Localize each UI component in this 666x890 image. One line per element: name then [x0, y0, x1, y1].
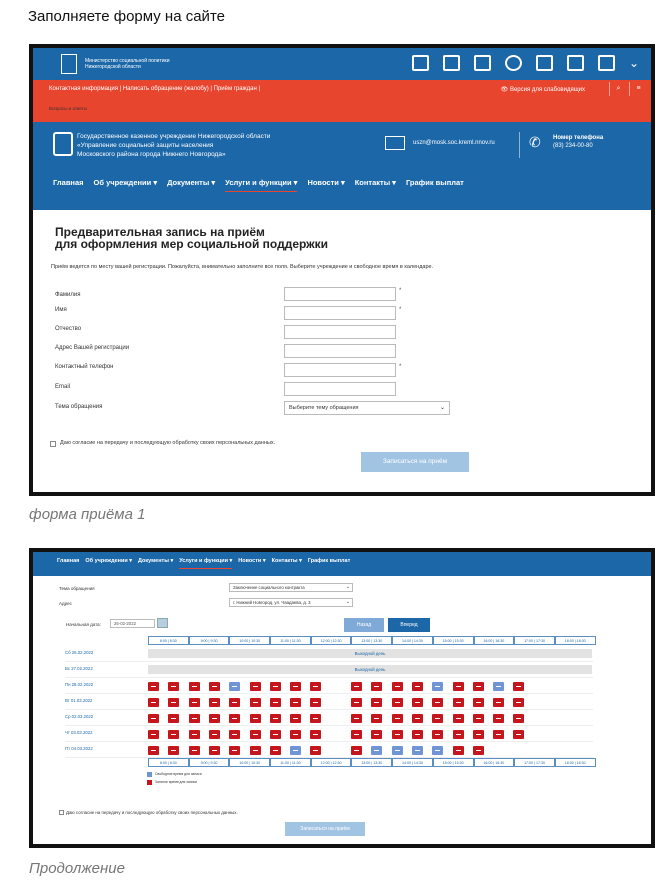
free-slot[interactable]: [432, 682, 443, 691]
forward-button[interactable]: Вперед: [388, 618, 430, 632]
phone-block: [553, 134, 603, 150]
address-select[interactable]: [229, 598, 353, 607]
required-mark: *: [399, 307, 402, 313]
submit-button[interactable]: Записаться на приём: [361, 452, 469, 472]
search-icon[interactable]: ⌕: [609, 82, 627, 96]
busy-slot: [270, 698, 281, 707]
monitor-icon[interactable]: [598, 55, 615, 71]
free-slot[interactable]: [432, 746, 443, 755]
busy-slot: [473, 714, 484, 723]
hour-cell: 10:00 | 10:30: [229, 636, 270, 645]
busy-slot: [310, 746, 321, 755]
topic-select-value: Выберите тему обращения: [289, 405, 359, 411]
busy-slot: [229, 698, 240, 707]
form-screenshot-2: [29, 548, 655, 848]
hour-cell: 8:00 | 8:30: [148, 758, 189, 767]
busy-slot: [168, 714, 179, 723]
consent-text: Даю согласие на передачу и последующую обработку своих персональных данных.: [60, 440, 276, 446]
day-label: Пн 28.02.2022: [65, 682, 94, 687]
free-slot[interactable]: [371, 746, 382, 755]
busy-slot: [493, 714, 504, 723]
chevron-down-icon: ⌄: [345, 584, 350, 590]
car-icon[interactable]: [567, 55, 584, 71]
title-line-1: Предварительная запись на приём: [55, 225, 265, 239]
address-label: Адрес: [59, 601, 72, 606]
day-off-bar: Выходной день: [148, 649, 592, 658]
row-divider: [65, 725, 593, 726]
phone-field[interactable]: [284, 363, 396, 377]
busy-slot: [148, 746, 159, 755]
busy-slot: [168, 698, 179, 707]
nav-contacts[interactable]: Контакты ▾: [271, 558, 302, 564]
menu-icon[interactable]: ≡: [629, 82, 647, 96]
hour-cell: 11:00 | 11:30: [270, 758, 311, 767]
submit-button[interactable]: Записаться на приём: [285, 822, 365, 836]
busy-slot: [513, 698, 524, 707]
busy-slot: [392, 714, 403, 723]
busy-slot: [351, 682, 362, 691]
envelope-icon: [385, 136, 405, 150]
phone-label: Контактный телефон: [55, 364, 114, 370]
busy-slot: [250, 746, 261, 755]
busy-slot: [209, 746, 220, 755]
busy-slot: [473, 698, 484, 707]
busy-slot: [392, 730, 403, 739]
busy-slot: [392, 682, 403, 691]
nav-contacts[interactable]: Контакты ▾: [354, 178, 396, 187]
busy-slot: [250, 714, 261, 723]
busy-slot: [189, 698, 200, 707]
top-bar: [33, 48, 651, 80]
topic-label: Тема обращения: [59, 586, 95, 591]
calendar-icon[interactable]: [157, 618, 168, 628]
day-label: Ср 02.03.2022: [65, 714, 94, 719]
day-label: Чт 03.03.2022: [65, 730, 93, 735]
busy-slot: [229, 746, 240, 755]
nav-about[interactable]: Об учреждении ▾: [85, 558, 132, 564]
email-field[interactable]: [284, 382, 396, 396]
nav-services[interactable]: Услуги и функции ▾: [179, 558, 232, 569]
hour-cell: 11:00 | 11:30: [270, 636, 311, 645]
busy-slot: [453, 730, 464, 739]
busy-slot: [290, 730, 301, 739]
name-label: Имя: [55, 307, 67, 313]
row-divider: [65, 677, 593, 678]
calculator-icon[interactable]: [443, 55, 460, 71]
busy-slot: [473, 730, 484, 739]
card-icon[interactable]: [474, 55, 491, 71]
hour-cell: 15:00 | 15:30: [433, 636, 474, 645]
legend-busy-swatch: [147, 780, 152, 785]
busy-slot: [351, 730, 362, 739]
required-mark: *: [399, 288, 402, 294]
busy-slot: [493, 698, 504, 707]
busy-slot: [453, 746, 464, 755]
busy-slot: [453, 714, 464, 723]
form-screenshot-1: [29, 44, 655, 496]
intro-text: Заполняете форму на сайте: [28, 8, 225, 25]
busy-slot: [209, 714, 220, 723]
busy-slot: [351, 714, 362, 723]
hours-header-bottom: [148, 758, 596, 767]
free-slot[interactable]: [290, 746, 301, 755]
nav-services[interactable]: Услуги и функции ▾: [225, 178, 297, 192]
topic-select-value: Заключение социального контракта: [233, 585, 305, 590]
consent-text: Даю согласие на передачу и последующую обработку своих персональных данных.: [66, 810, 238, 815]
visually-impaired-label: Версия для слабовидящих: [509, 87, 585, 93]
consent-checkbox[interactable]: [59, 810, 64, 815]
busy-slot: [290, 698, 301, 707]
wheelchair-icon[interactable]: [505, 55, 522, 71]
hour-cell: 13:00 | 13:30: [351, 636, 392, 645]
busy-slot: [432, 714, 443, 723]
hour-cell: 18:00 | 18:30: [555, 636, 596, 645]
hour-cell: 12:00 | 12:30: [311, 758, 352, 767]
day-label: Вт 01.03.2022: [65, 698, 93, 703]
hour-cell: 9:00 | 9:30: [189, 758, 230, 767]
busy-slot: [148, 730, 159, 739]
hour-cell: 14:00 | 14:30: [392, 758, 433, 767]
hour-cell: 17:00 | 17:30: [514, 636, 555, 645]
hour-cell: 18:00 | 18:30: [555, 758, 596, 767]
busy-slot: [209, 698, 220, 707]
busy-slot: [310, 730, 321, 739]
nav-about[interactable]: Об учреждении ▾: [93, 178, 158, 187]
patronymic-label: Отчество: [55, 326, 82, 332]
email-link[interactable]: uszn@mosk.soc.kreml.nnov.ru: [413, 140, 495, 146]
hour-cell: 8:00 | 8:30: [148, 636, 189, 645]
phone-number[interactable]: (83) 234-00-80: [553, 143, 593, 149]
address-select-value: г. Нижний Новгород, ул. Чаадаева, д. 3: [233, 600, 311, 605]
hour-cell: 14:00 | 14:30: [392, 636, 433, 645]
busy-slot: [189, 714, 200, 723]
row-divider: [65, 709, 593, 710]
busy-slot: [371, 730, 382, 739]
service-menu-bar: [33, 80, 651, 122]
busy-slot: [189, 682, 200, 691]
busy-slot: [493, 730, 504, 739]
row-divider: [65, 661, 593, 662]
email-label: Email: [55, 384, 71, 390]
address-label: Адрес Вашей регистрации: [55, 345, 130, 351]
busy-slot: [310, 698, 321, 707]
busy-slot: [168, 682, 179, 691]
busy-slot: [229, 714, 240, 723]
main-nav: [53, 178, 464, 192]
start-date-label: Начальная дата:: [66, 622, 101, 627]
busy-slot: [412, 682, 423, 691]
busy-slot: [453, 682, 464, 691]
org-line-2: «Управление социальной защиты населения: [77, 142, 214, 149]
busy-slot: [148, 682, 159, 691]
nav-payments[interactable]: График выплат: [405, 178, 464, 187]
start-date-input[interactable]: 26-02-2022: [110, 619, 155, 628]
chart-icon[interactable]: [536, 55, 553, 71]
busy-slot: [290, 714, 301, 723]
topic-label: Тема обращения: [55, 404, 103, 410]
emblem-icon: [61, 54, 77, 74]
row-divider: [65, 693, 593, 694]
hour-cell: 16:00 | 16:30: [474, 758, 515, 767]
busy-slot: [371, 682, 382, 691]
nav-documents[interactable]: Документы ▾: [167, 178, 216, 187]
busy-slot: [250, 730, 261, 739]
free-slot[interactable]: [229, 682, 240, 691]
free-slot[interactable]: [412, 746, 423, 755]
emblem-icon: [53, 132, 73, 156]
hour-cell: 9:00 | 9:30: [189, 636, 230, 645]
busy-slot: [432, 730, 443, 739]
header: [33, 122, 651, 210]
chevron-down-icon: ⌄: [439, 405, 445, 411]
calendar-check-icon[interactable]: [412, 55, 429, 71]
busy-slot: [148, 698, 159, 707]
busy-slot: [189, 730, 200, 739]
nav-news[interactable]: Новости ▾: [307, 178, 345, 187]
busy-slot: [513, 682, 524, 691]
service-links[interactable]: Контактная информация | Написать обращение (жалобу) | Приём граждан |: [49, 86, 261, 92]
busy-slot: [392, 698, 403, 707]
divider: [519, 132, 520, 158]
nav-news[interactable]: Новости ▾: [238, 558, 266, 564]
legend-free: Свободное время для записи: [155, 772, 202, 776]
busy-slot: [270, 746, 281, 755]
busy-slot: [371, 698, 382, 707]
busy-slot: [270, 682, 281, 691]
busy-slot: [412, 730, 423, 739]
org-line-1: Государственное казенное учреждение Нижегородской области: [77, 133, 271, 140]
busy-slot: [270, 730, 281, 739]
hour-cell: 10:00 | 10:30: [229, 758, 270, 767]
chevron-down-icon: ⌄: [345, 599, 350, 605]
busy-slot: [209, 730, 220, 739]
busy-slot: [453, 698, 464, 707]
address-field[interactable]: [284, 344, 396, 358]
busy-slot: [473, 682, 484, 691]
hour-cell: 12:00 | 12:30: [311, 636, 352, 645]
surname-field[interactable]: [284, 287, 396, 301]
phone-label: Номер телефона: [553, 135, 604, 141]
nav-home[interactable]: Главная: [53, 178, 84, 187]
topic-select[interactable]: [284, 401, 450, 415]
hours-header-top: [148, 636, 596, 645]
day-label: Вс 27.02.2022: [65, 666, 93, 671]
busy-slot: [250, 698, 261, 707]
row-divider: [65, 741, 593, 742]
busy-slot: [513, 730, 524, 739]
busy-slot: [189, 746, 200, 755]
busy-slot: [310, 682, 321, 691]
busy-slot: [209, 682, 220, 691]
title-line-2: для оформления мер социальной поддержки: [55, 237, 329, 251]
busy-slot: [412, 698, 423, 707]
org-line-3: Московского района города Нижнего Новгорода»: [77, 151, 226, 158]
faq-link[interactable]: Вопросы и ответы: [49, 106, 87, 111]
ministry-name: Министерство социальной политики Нижегородской области: [85, 58, 170, 70]
busy-slot: [270, 714, 281, 723]
busy-slot: [351, 698, 362, 707]
busy-slot: [168, 730, 179, 739]
day-label: Сб 26.02.2022: [65, 650, 94, 655]
busy-slot: [412, 714, 423, 723]
hour-cell: 13:00 | 13:30: [351, 758, 392, 767]
caption-2: Продолжение: [29, 860, 125, 877]
busy-slot: [148, 714, 159, 723]
nav-home[interactable]: Главная: [57, 558, 80, 564]
phone-icon: ✆: [529, 134, 541, 150]
busy-slot: [229, 730, 240, 739]
busy-slot: [432, 698, 443, 707]
patronymic-field[interactable]: [284, 325, 396, 339]
main-nav: [33, 552, 651, 576]
caption-1: форма приёма 1: [29, 506, 146, 523]
busy-slot: [168, 746, 179, 755]
chevron-down-icon[interactable]: ⌄: [628, 56, 639, 70]
legend-busy: Занятое время для записи: [155, 780, 198, 784]
topic-select[interactable]: [229, 583, 353, 592]
busy-slot: [310, 714, 321, 723]
busy-slot: [250, 682, 261, 691]
back-button[interactable]: Назад: [344, 618, 384, 632]
instruction-text: Приём ведется по месту вашей регистрации. Пожалуйста, внимательно заполните все поля. Выберите учреждение и свободное время в календаре.: [51, 264, 434, 270]
busy-slot: [473, 746, 484, 755]
nav-payments[interactable]: График выплат: [307, 558, 351, 564]
visually-impaired-link[interactable]: 👁 Версия для слабовидящих: [500, 87, 585, 93]
nav-documents[interactable]: Документы ▾: [138, 558, 174, 564]
day-label: Пт 04.03.2022: [65, 746, 93, 751]
surname-label: Фамилия: [55, 292, 81, 298]
busy-slot: [513, 714, 524, 723]
busy-slot: [290, 682, 301, 691]
consent-checkbox[interactable]: [50, 441, 56, 447]
busy-slot: [371, 714, 382, 723]
organization-name: [77, 132, 297, 159]
hour-cell: 15:00 | 15:30: [433, 758, 474, 767]
free-slot[interactable]: [493, 682, 504, 691]
page-title: [55, 226, 328, 250]
hour-cell: 17:00 | 17:30: [514, 758, 555, 767]
busy-slot: [351, 746, 362, 755]
hour-cell: 16:00 | 16:30: [474, 636, 515, 645]
name-field[interactable]: [284, 306, 396, 320]
day-off-bar: Выходной день: [148, 665, 592, 674]
required-mark: *: [399, 364, 402, 370]
legend-free-swatch: [147, 772, 152, 777]
free-slot[interactable]: [392, 746, 403, 755]
